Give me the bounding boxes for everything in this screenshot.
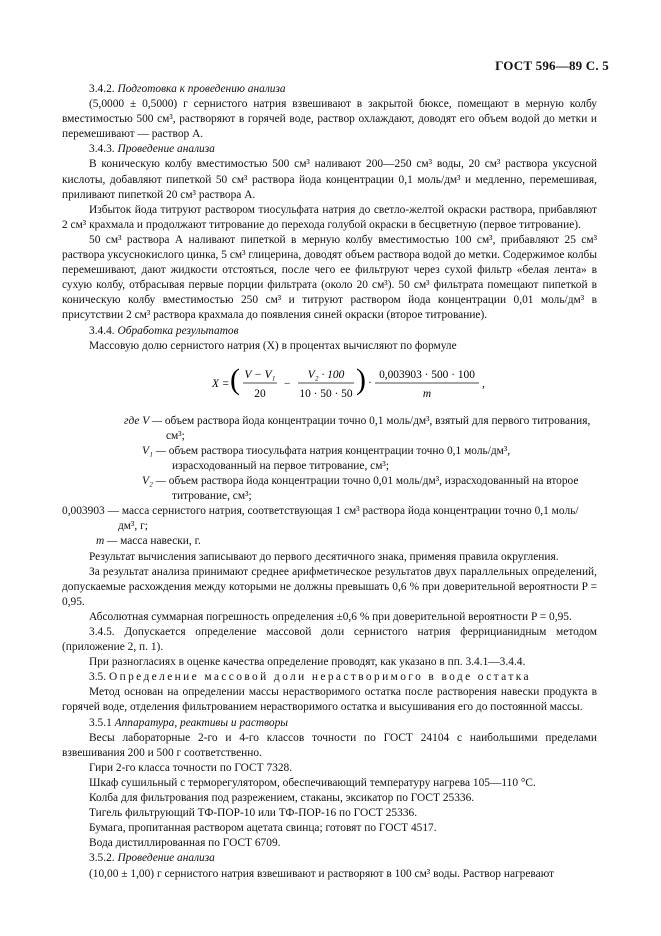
- paragraph: Избыток йода титруют раствором тиосульфата натрия до светло-желтой окраски раствора, прибавляют 2 см³ крахмала и продолжают титрование до перехода голубой окраски в бесцветную (первое титрование).: [62, 203, 597, 231]
- definition-symbol: где V —: [124, 414, 162, 427]
- section-title: Определение массовой доли нерастворимого в воде остатка: [108, 671, 531, 684]
- definition-symbol: m —: [96, 535, 118, 548]
- section-title: Проведение анализа: [117, 143, 215, 156]
- formula-definitions: [62, 414, 597, 550]
- equipment-item: Вода дистиллированная по ГОСТ 6709.: [89, 837, 281, 850]
- definition-symbol: V₂ —: [142, 475, 166, 488]
- definition-item: [62, 504, 597, 534]
- equipment-item: Шкаф сушильный с терморегулятором, обеспечивающий температуру нагрева 105—110 °С.: [89, 776, 536, 789]
- formula-term2-numerator: V₂ · 100: [307, 368, 345, 381]
- paragraph: Метод основан на определении массы нерастворимого остатка после растворения навески продукта в горячей воде, отделения фильтрованием нерастворимого остатка и высушивания его до постоянной массы.: [62, 686, 597, 714]
- section-3-4-3-heading: [62, 142, 597, 157]
- paragraph: 3.4.5. Допускается определение массовой доли сернистого натрия феррицианидным методом (приложение 2, п. 1).: [62, 626, 597, 654]
- paragraph: Результат вычисления записывают до первого десятичного знака, применяя правила округления.: [89, 550, 559, 563]
- paragraph: (5,0000 ± 0,5000) г сернистого натрия взвешивают в закрытой бюксе, помещают в мерную колбу вместимостью 500 см³, растворяют в горячей воде, раствор охлаждают, доводят его объем водой до метки и перемешивают — раствор А.: [62, 98, 597, 141]
- formula-graphic: [62, 358, 597, 408]
- definition-item: [96, 534, 597, 549]
- formula-paren-close: ): [356, 362, 366, 396]
- paragraph: 50 см³ раствора А наливают пипеткой в мерную колбу вместимостью 100 см³, прибавляют 25 см³ раствора уксуснокислого цинка, 5 см³ глицерина, доводят объем раствора водой до метки. Содержимое колбы перемешивают, дают жидкости отстояться, после чего ее фильтруют через сухой фильтр «белая лента» в сухую колбу, отбрасывая первые порции фильтрата (около 20 см³). 50 см³ фильтрата помещают пипеткой в коническую колбу вместимостью 250 см³ и титруют раствором йода концентрации 0,01 моль/дм³ в присутствии 2 см³ раствора крахмала до появления синей окраски (второе титрование).: [62, 233, 597, 322]
- equipment-item: Тигель фильтрующий ТФ-ПОР-10 или ТФ-ПОР-16 по ГОСТ 25336.: [89, 807, 418, 820]
- paragraph: Абсолютная суммарная погрешность определения ±0,6 % при доверительной вероятности P = 0,95.: [89, 610, 572, 623]
- section-title: Аппаратура, реактивы и растворы: [114, 716, 289, 729]
- definition-text: объем раствора йода концентрации точно 0,1 моль/дм³, взятый для первого титрования, см³;: [164, 414, 591, 442]
- section-3-5-1-heading: [62, 716, 597, 731]
- definition-symbol: V₁ —: [142, 444, 166, 457]
- formula-lhs: X =: [212, 377, 230, 390]
- formula-comma: ,: [482, 377, 485, 390]
- equipment-item: Бумага, пропитанная раствором ацетата свинца; готовят по ГОСТ 4517.: [89, 822, 437, 835]
- definition-item: [124, 414, 597, 444]
- paragraph: (10,00 ± 1,00) г сернистого натрия взвешивают и растворяют в 100 см³ воды. Раствор нагревают: [89, 867, 555, 880]
- page-header: ГОСТ 596—89 С. 5: [495, 58, 609, 73]
- equipment-item: Колба для фильтрования под разрежением, стаканы, эксикатор по ГОСТ 25336.: [89, 792, 475, 805]
- paragraph: За результат анализа принимают среднее арифметическое результатов двух параллельных определений, допускаемые расхождения между которыми не должны превышать 0,6 % при доверительной вероятности P = 0,95.: [62, 565, 597, 608]
- formula-term1-numerator: V − V₁: [244, 368, 276, 381]
- section-number: 3.4.2.: [89, 83, 115, 95]
- section-title: Проведение анализа: [117, 852, 215, 865]
- definition-symbol: 0,003903 —: [62, 505, 119, 518]
- paragraph: При разногласиях в оценке качества определение проводят, как указано в пп. 3.4.1—3.4.4.: [89, 656, 526, 669]
- section-number: 3.4.3.: [89, 143, 115, 156]
- definition-text: объем раствора йода концентрации точно 0,01 моль/дм³, израсходованный на второе титрование, см³;: [168, 475, 579, 503]
- definition-text: масса навески, г.: [120, 535, 201, 548]
- section-number: 3.5.: [89, 671, 107, 684]
- section-title: Подготовка к проведению анализа: [117, 83, 286, 95]
- section-3-4-4-heading: [62, 324, 597, 339]
- section-number: 3.5.1: [89, 716, 112, 729]
- formula-paren-open: (: [230, 362, 240, 396]
- paragraph: Массовую долю сернистого натрия (X) в процентах вычисляют по формуле: [89, 339, 457, 352]
- section-3-5-2-heading: [62, 851, 597, 866]
- formula-multiply: ·: [368, 376, 372, 389]
- section-number: 3.5.2.: [89, 852, 115, 865]
- paragraph: В коническую колбу вместимостью 500 см³ наливают 200—250 см³ воды, 20 см³ раствора уксусной кислоты, добавляют пипеткой 50 см³ раствора йода концентрации 0,1 моль/дм³ и медленно, перемешивая, приливают пипеткой 20 см³ раствора А.: [62, 158, 597, 201]
- formula: [62, 358, 597, 408]
- equipment-item: Весы лабораторные 2-го и 4-го классов точности по ГОСТ 24104 с наибольшими пределами взвешивания 200 и 500 г соответственно.: [62, 731, 597, 759]
- formula-term2-denominator: 10 · 50 · 50: [299, 387, 353, 400]
- formula-term1-denominator: 20: [254, 387, 266, 400]
- formula-term3-denominator: m: [422, 387, 432, 400]
- document-body: [62, 82, 597, 882]
- definition-text: объем раствора тиосульфата натрия концентрации точно 0,1 моль/дм³, израсходованный на первое титрование, см³;: [168, 444, 511, 472]
- section-3-5-heading: [62, 670, 597, 685]
- definition-item: [142, 474, 597, 504]
- equipment-item: Гири 2-го класса точности по ГОСТ 7328.: [89, 761, 293, 774]
- section-3-4-2-heading: [62, 82, 597, 97]
- formula-term3-numerator: 0,003903 · 500 · 100: [379, 368, 475, 381]
- definition-item: [142, 444, 597, 474]
- section-title: Обработка результатов: [117, 324, 239, 337]
- formula-minus: −: [284, 377, 291, 390]
- section-number: 3.4.4.: [89, 324, 115, 337]
- definition-text: масса сернистого натрия, соответствующая 1 см³ раствора йода концентрации точно 0,1 моль/дм³, г;: [118, 505, 579, 533]
